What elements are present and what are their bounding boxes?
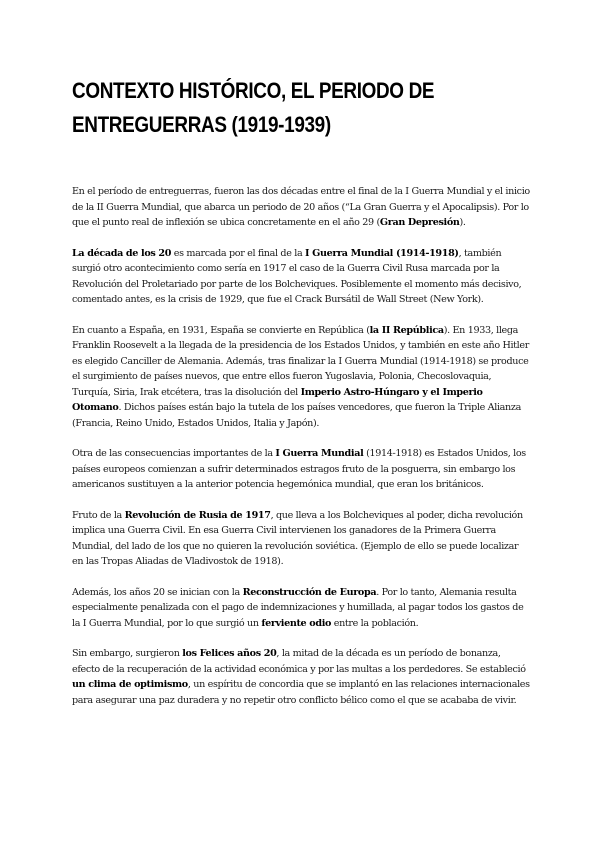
paragraph [72, 446, 530, 493]
bold-text: I Guerra Mundial [275, 448, 364, 459]
paragraph [72, 508, 530, 570]
bold-text: la II República [369, 324, 444, 336]
bold-text: ferviente odio [261, 617, 332, 629]
text-run: . Por lo tanto, Alemania resulta especialmente penalizada con el pago de indemnizaciones y humillada, al pagar todos los gastos de la I Guerra Mundial, por lo que surgió un [72, 586, 524, 629]
paragraph [72, 323, 530, 432]
bold-text: La década de los 20 [72, 247, 172, 259]
bold-text: Imperio Astro-Húngaro y el Imperio Otomano [72, 386, 483, 413]
text-run: , la mitad de la década es un período de bonanza, efecto de la recuperación de la actividad económica y por las multas a los perdedores. Se estableció [72, 648, 526, 675]
paragraph [72, 585, 530, 632]
paragraph [72, 184, 530, 231]
text-run: Otra de las consecuencias importantes de la [72, 448, 276, 459]
bold-text: Reconstrucción de Europa [242, 586, 377, 598]
text-run: Fruto de la [72, 509, 125, 521]
text-run: Además, los años 20 se inician con la [72, 586, 243, 598]
document-body [72, 184, 530, 723]
paragraph [72, 646, 530, 708]
text-run: Sin embargo, surgieron [72, 648, 183, 659]
text-run: ). En 1933, llega Franklin Roosevelt a la llegada de la presidencia de los Estados Unidos, y también en este año Hitler es elegido Canciller de Alemania. Además, tras finalizar la I Guerra Mundial (1914-1918) se produce el surgimiento de países nuevos, que entre ellos fueron Yugoslavia, Polonia, Checoslovaquia, Turquía, Siria, Irak etcétera, tras la disolución del [72, 324, 529, 398]
title-line-2: ENTREGUERRAS (1919-1939) [72, 112, 331, 137]
paragraph [72, 246, 530, 308]
bold-text: los Felices años 20 [182, 648, 277, 659]
bold-text: I Guerra Mundial (1914-1918) [305, 247, 459, 259]
text-run: , también surgió otro acontecimiento como sería en 1917 el caso de la Guerra Civil Rusa marcada por la Revolución del Proletariado por parte de los Bolcheviques. Posiblemente el momento más decisivo, comentado antes, es la crisis de 1929, que fue el Crack Bursátil de Wall Street (New York). [72, 247, 522, 305]
text-run: ). [459, 217, 466, 228]
text-run: , que lleva a los Bolcheviques al poder, dicha revolución implica una Guerra Civil. En esa Guerra Civil intervienen los ganadores de la Primera Guerra Mundial, del lado de los que no quieren la revolución soviética. (Ejemplo de ello se puede localizar en las Tropas Aliadas de Vladivostok de 1918). [72, 509, 523, 567]
text-run: . Dichos países están bajo la tutela de los países vencedores, que fueron la Triple Alianza (Francia, Reino Unido, Estados Unidos, Italia y Japón). [72, 402, 521, 429]
bold-text: Gran Depresión [379, 217, 460, 228]
text-run: es marcada por el final de la [171, 247, 306, 259]
text-run: (1914-1918) es Estados Unidos, los países europeos comienzan a sufrir determinados estragos fruto de la posguerra, sin embargo los americanos sustituyen a la anterior potencia hegemónica mundial, que eran los británicos. [72, 448, 526, 490]
text-run: En cuanto a España, en 1931, España se convierte en República ( [72, 324, 370, 336]
text-run: , un espíritu de concordia que se implantó en las relaciones internacionales para asegurar una paz duradera y no repetir otro conflicto bélico como el que se acababa de vivir. [72, 679, 530, 706]
page-title [72, 74, 476, 142]
text-run: En el período de entreguerras, fueron las dos décadas entre el final de la I Guerra Mundial y el inicio de la II Guerra Mundial, que abarca un periodo de 20 años (“La Gran Guerra y el Apocalipsis). Por lo que el punto real de inflexión se ubica concretamente en el año 29 ( [72, 186, 530, 228]
bold-text: Revolución de Rusia de 1917 [124, 509, 271, 521]
bold-text: un clima de optimismo [72, 679, 188, 690]
title-line-1: CONTEXTO HISTÓRICO, EL PERIODO DE [72, 78, 435, 103]
text-run: entre la población. [331, 617, 419, 629]
